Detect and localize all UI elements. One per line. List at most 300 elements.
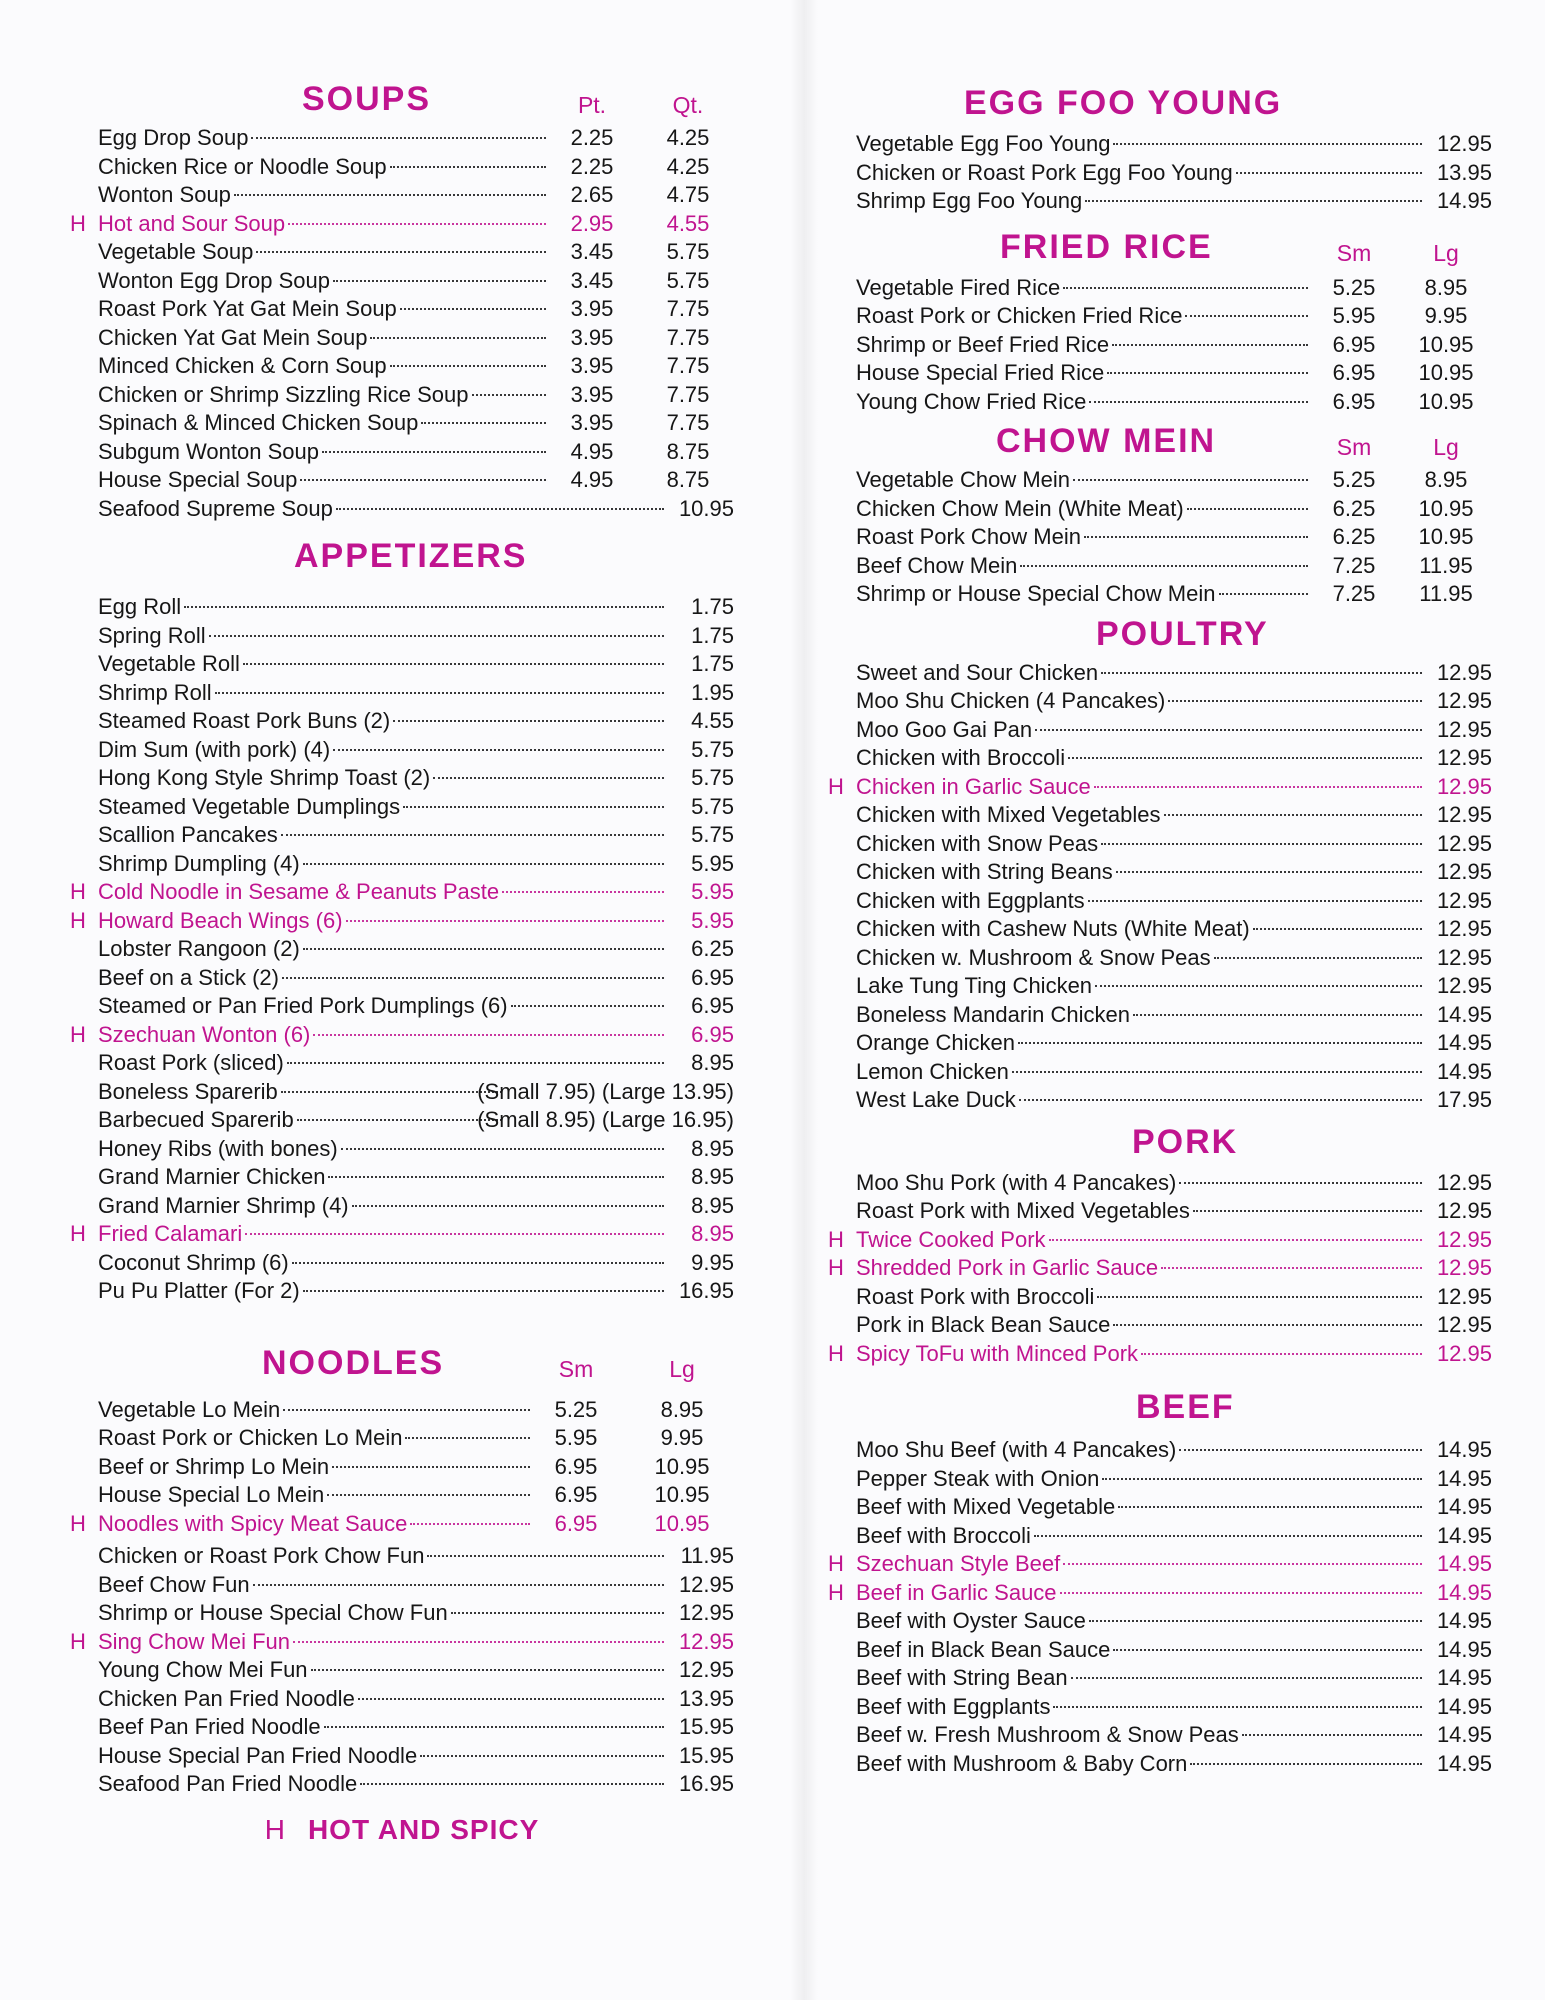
quart-label: Qt. [672,92,704,118]
item-name [98,1135,668,1164]
menu-item [820,659,1500,688]
hot-spicy-mark: H [70,210,86,236]
menu-item [820,1197,1500,1226]
menu-item [820,359,1500,388]
item-name [856,359,1312,388]
item-name-text: Vegetable Roll [98,651,240,676]
item-name [98,210,550,239]
item-name-text: Steamed or Pan Fried Pork Dumplings (6) [98,993,508,1018]
menu-item [820,1436,1500,1465]
menu-item [820,1254,1500,1283]
dot-leader [451,1612,664,1614]
menu-item [62,210,742,239]
item-price: 6.95 [691,993,734,1018]
item-name [856,1436,1426,1465]
item-name [98,1510,534,1539]
item-price-small: 6.95 [554,1482,598,1507]
menu-item [820,1693,1500,1722]
item-price: 12.95 [678,1657,734,1682]
item-price: 1.75 [691,594,734,619]
dot-leader [390,166,546,168]
dot-leader [303,1290,664,1292]
menu-item [62,1220,742,1249]
dot-leader [421,422,546,424]
item-name [98,1685,668,1714]
item-price: 14.95 [1436,1494,1492,1519]
item-price-large: 8.95 [660,1396,704,1422]
item-price-large: 10.95 [1418,524,1474,549]
dot-leader [292,1262,664,1264]
item-name-text: Chicken or Roast Pork Chow Fun [98,1543,425,1568]
dot-leader [333,749,664,751]
dot-leader [333,280,546,282]
item-price-large: 10.95 [654,1482,710,1507]
item-price-small: 3.95 [570,410,614,435]
item-price: 16.95 [678,1771,734,1796]
item-price-small: 4.95 [570,438,614,464]
small-label: Sm [558,1355,594,1382]
item-price: 14.95 [1436,1551,1492,1576]
dot-leader [472,394,547,396]
item-name [98,764,668,793]
item-name [98,1742,668,1771]
dot-leader [1236,172,1422,174]
item-price: 14.95 [1436,1665,1492,1690]
item-price: 1.95 [691,679,734,705]
dot-leader [400,308,546,310]
menu-item [820,302,1500,331]
item-name [98,1106,506,1135]
dot-leader [1034,1535,1422,1537]
item-price: 14.95 [1436,1636,1492,1662]
item-name-text: Orange Chicken [856,1030,1015,1055]
item-name-text: Beef in Black Bean Sauce [856,1636,1111,1662]
fried-rice-section [820,228,1500,417]
hot-and-spicy-legend [62,1805,742,1855]
item-price: 12.95 [1436,131,1492,156]
item-name-text: Barbecued Sparerib [98,1107,294,1132]
item-price: 12.95 [1436,1283,1492,1309]
pork-header [820,1123,1500,1167]
dot-leader [1107,372,1308,374]
item-price-large: 5.75 [666,239,710,264]
legend-mark: H [264,1813,286,1845]
item-name [98,650,668,679]
item-price: 6.25 [691,936,734,961]
item-name [856,1226,1426,1255]
item-name-text: Shrimp Egg Foo Young [856,188,1083,213]
item-name-text: Shrimp Dumpling (4) [98,850,300,876]
large-label: Lg [1433,239,1459,266]
item-name [856,1693,1426,1722]
item-name-text: Shrimp or House Special Chow Fun [98,1600,448,1625]
item-name [98,964,668,993]
item-name [98,1713,668,1742]
menu-item [62,736,742,765]
dot-leader [1133,1014,1422,1016]
item-name [856,302,1312,331]
item-name-text: Pu Pu Platter (For 2) [98,1278,300,1303]
item-name [856,744,1426,773]
poultry-header [820,615,1500,659]
item-name-text: Chicken with Cashew Nuts (White Meat) [856,916,1250,941]
item-name [98,850,668,879]
item-name-text: Roast Pork with Broccoli [856,1283,1095,1309]
menu-item [62,1599,742,1628]
menu-item [62,1163,742,1192]
item-price-large: 5.75 [666,267,710,293]
item-name-text: Minced Chicken & Corn Soup [98,353,387,378]
item-name-text: Pepper Steak with Onion [856,1465,1100,1491]
item-price-large: 4.75 [666,182,710,207]
item-price-small: 5.25 [1332,467,1376,492]
dot-leader [288,223,546,225]
item-price: 16.95 [678,1278,734,1303]
dot-leader [1190,1763,1422,1765]
dot-leader [322,451,546,453]
item-price: 12.95 [1436,1255,1492,1280]
item-price-large: 7.75 [666,353,710,378]
dot-leader [410,1523,530,1525]
item-name-text: Vegetable Lo Mein [98,1396,281,1422]
menu-item [820,274,1500,303]
item-name [856,1058,1426,1087]
item-price-large: 10.95 [1418,360,1474,385]
dot-leader [1193,1210,1422,1212]
menu-item [62,1453,742,1482]
menu-item [62,295,742,324]
dot-leader [287,1062,664,1064]
item-name [98,793,668,822]
menu-item [820,1465,1500,1494]
item-name-text: Roast Pork (sliced) [98,1050,284,1075]
item-name-text: Spicy ToFu with Minced Pork [856,1340,1139,1366]
item-price: 6.95 [691,964,734,990]
dot-leader [1068,757,1422,759]
item-price: 14.95 [1436,1608,1492,1633]
item-name [98,295,550,324]
item-name-text: Chicken with String Beans [856,859,1113,884]
item-name-text: Seafood Supreme Soup [98,495,333,521]
item-name [98,1220,668,1249]
dot-leader [390,365,546,367]
item-name [856,552,1312,581]
item-name-text: House Special Pan Fried Noodle [98,1742,418,1768]
menu-item [62,238,742,267]
item-name-text: Roast Pork Chow Mein [856,524,1081,549]
small-label: Sm [1336,239,1372,266]
menu-item [62,1571,742,1600]
pint-label: Pt. [577,92,607,118]
menu-item [62,593,742,622]
menu-item [62,793,742,822]
item-name [98,466,550,495]
dot-leader [1112,344,1308,346]
item-name-text: Szechuan Style Beef [856,1551,1061,1576]
item-name [856,972,1426,1001]
soups-section [62,80,742,523]
menu-item [820,187,1500,216]
hot-spicy-mark: H [828,1255,844,1280]
item-name [856,580,1312,609]
menu-item [62,1628,742,1657]
item-price-small: 3.45 [570,239,614,264]
item-name-text: Chicken with Snow Peas [856,830,1099,856]
item-name-text: Roast Pork or Chicken Lo Mein [98,1425,403,1450]
dot-leader [1089,401,1308,403]
item-name-text: Chicken with Eggplants [856,887,1085,913]
menu-item [62,181,742,210]
item-price-large: 4.55 [666,210,710,236]
dot-leader [360,1783,664,1785]
section-title: NOODLES [262,1343,445,1382]
noodles-header [62,1344,742,1388]
menu-item [820,1664,1500,1693]
item-name [98,821,668,850]
item-name [98,1163,668,1192]
item-name-text: Chicken Pan Fried Noodle [98,1685,355,1711]
menu-item [820,130,1500,159]
item-name-text: Grand Marnier Chicken [98,1164,326,1189]
item-price: 9.95 [691,1249,734,1275]
chow-mein-section [820,422,1500,609]
right-column [820,0,1500,1778]
item-name-text: Moo Goo Gai Pan [856,716,1033,742]
item-price: 14.95 [1436,1465,1492,1491]
item-name-text: House Special Soup [98,467,298,492]
item-name-text: Shrimp or House Special Chow Mein [856,581,1216,606]
dot-leader [313,1034,664,1036]
menu-item [62,850,742,879]
item-name-text: Spinach & Minced Chicken Soup [98,410,419,435]
item-name [98,907,668,936]
menu-item [820,552,1500,581]
item-name [856,687,1426,716]
dot-leader [328,1176,664,1178]
dot-leader [1095,985,1422,987]
soups-header [62,80,742,124]
item-name-text: Chicken w. Mushroom & Snow Peas [856,944,1211,970]
item-price: 1.75 [691,622,734,648]
item-price-large: 10.95 [654,1453,710,1479]
item-name-text: Beef w. Fresh Mushroom & Snow Peas [856,1722,1239,1747]
dot-leader [243,663,664,665]
item-name [98,381,550,410]
item-name-text: Beef Chow Fun [98,1571,250,1597]
hot-spicy-mark: H [70,1021,86,1047]
menu-item [820,1493,1500,1522]
item-price-small: 2.65 [570,182,614,207]
item-price-large: 4.25 [666,153,710,179]
item-name [856,1311,1426,1340]
menu-item [62,381,742,410]
item-name-text: Vegetable Fired Rice [856,274,1061,300]
menu-item [820,1550,1500,1579]
item-name-text: Shrimp or Beef Fried Rice [856,331,1110,357]
chow-mein-header [820,422,1500,466]
item-name-text: Cold Noodle in Sesame & Peanuts Paste [98,879,500,904]
section-title: BEEF [1136,1388,1235,1426]
dot-leader [1012,1071,1422,1073]
menu-item [62,622,742,651]
small-label: Sm [1336,434,1372,460]
item-name-text: Pork in Black Bean Sauce [856,1312,1111,1337]
menu-item [820,1607,1500,1636]
legend-text: HOT AND SPICY [307,1813,540,1845]
menu-item [820,801,1500,830]
item-price-small: 3.45 [570,267,614,293]
item-price: 12.95 [1436,973,1492,998]
item-price: 17.95 [1436,1087,1492,1112]
fried-rice-header [820,228,1500,272]
dot-leader [420,1755,664,1757]
menu-item [62,1685,742,1714]
item-name [98,409,550,438]
dot-leader [281,834,664,836]
poultry-section [820,615,1500,1115]
item-name-text: Chicken with Broccoli [856,745,1066,770]
section-title: CHOW MEIN [996,422,1217,460]
dot-leader [256,251,546,253]
item-name [98,1078,506,1107]
item-price-large: 9.95 [1424,303,1468,328]
menu-item [62,1078,742,1107]
item-name [98,267,550,296]
menu-item [62,821,742,850]
item-name [98,1628,668,1657]
menu-item [820,716,1500,745]
item-name-text: Chicken Chow Mein (White Meat) [856,495,1184,521]
dot-leader [1168,700,1422,702]
item-name [856,944,1426,973]
menu-item [62,679,742,708]
dot-leader [352,1205,664,1207]
item-name [98,1599,668,1628]
dot-leader [1187,508,1308,510]
hot-spicy-mark: H [828,1579,844,1605]
item-name-text: Coconut Shrimp (6) [98,1249,289,1275]
item-price-large: 8.95 [1424,467,1468,492]
item-name [98,438,550,467]
dot-leader [327,1494,530,1496]
section-title: APPETIZERS [294,537,528,575]
menu-item [62,1277,742,1306]
dot-leader [393,720,664,722]
item-name [98,1770,668,1799]
noodles-section [62,1344,742,1539]
dot-leader [1060,1592,1422,1594]
item-name [856,858,1426,887]
item-name-text: Fried Calamari [98,1221,243,1246]
item-name-text: Beef with Mushroom & Baby Corn [856,1750,1188,1776]
pork-section [820,1123,1500,1369]
item-name [856,1721,1426,1750]
item-price-small: 6.95 [1332,360,1376,385]
item-name-text: Beef in Garlic Sauce [856,1579,1057,1605]
menu-item [820,580,1500,609]
item-price: (Small 7.95) (Large 13.95) [477,1078,734,1104]
item-price: 12.95 [1436,887,1492,913]
item-price-large: 8.95 [1424,274,1468,300]
dot-leader [1063,1563,1422,1565]
item-price: 5.75 [691,822,734,847]
menu-item [820,1058,1500,1087]
dot-leader [303,948,664,950]
item-name-text: House Special Fried Rice [856,360,1105,385]
item-name-text: Chicken with Mixed Vegetables [856,802,1161,827]
item-name [856,1607,1426,1636]
item-price: 14.95 [1436,1722,1492,1747]
item-name [856,331,1312,360]
item-name-text: Beef on a Stick (2) [98,964,279,990]
menu-item [820,830,1500,859]
item-price-large: 11.95 [1419,552,1473,578]
item-name-text: Spring Roll [98,622,206,648]
item-price-large: 7.75 [666,296,710,321]
item-name [98,878,668,907]
item-price: 12.95 [1436,688,1492,713]
item-price: 14.95 [1436,188,1492,213]
dot-leader [1242,1734,1422,1736]
item-name [98,992,668,1021]
menu-item [62,1713,742,1742]
noodles-more-section [62,1542,742,1799]
item-name [98,736,668,765]
item-price-small: 3.95 [570,296,614,321]
dot-leader [297,1119,502,1121]
item-name [856,466,1312,495]
item-name-text: Seafood Pan Fried Noodle [98,1771,358,1796]
item-price: 14.95 [1436,1693,1492,1719]
item-name [856,1550,1426,1579]
item-price-large: 10.95 [1418,331,1474,357]
item-price: 1.75 [691,651,734,676]
menu-item [62,650,742,679]
dot-leader [1141,1353,1422,1355]
menu-item [62,495,742,524]
item-name [856,1465,1426,1494]
item-name-text: Honey Ribs (with bones) [98,1135,338,1161]
dot-leader [1089,1620,1422,1622]
item-name [856,495,1312,524]
beef-header [820,1388,1500,1432]
menu-item [820,1340,1500,1369]
item-name-text: Shredded Pork in Garlic Sauce [856,1255,1159,1280]
item-price: 12.95 [678,1600,734,1625]
dot-leader [245,1233,664,1235]
item-price-small: 5.25 [554,1396,598,1422]
item-name-text: Beef or Shrimp Lo Mein [98,1453,330,1479]
item-name [856,1636,1426,1665]
dot-leader [332,1466,530,1468]
dot-leader [1035,729,1422,731]
menu-item [820,915,1500,944]
item-price: 14.95 [1436,1579,1492,1605]
item-price: 12.95 [1436,1340,1492,1366]
menu-item [820,466,1500,495]
item-name-text: Chicken in Garlic Sauce [856,773,1091,799]
dot-leader [511,1005,664,1007]
dot-leader [1053,1706,1422,1708]
item-price-small: 2.95 [570,210,614,236]
menu-item [820,944,1500,973]
item-name [856,130,1426,159]
section-title: POULTRY [1096,614,1269,653]
item-price: 8.95 [691,1192,734,1218]
item-name [856,187,1426,216]
item-name [98,181,550,210]
item-name [856,1001,1426,1030]
